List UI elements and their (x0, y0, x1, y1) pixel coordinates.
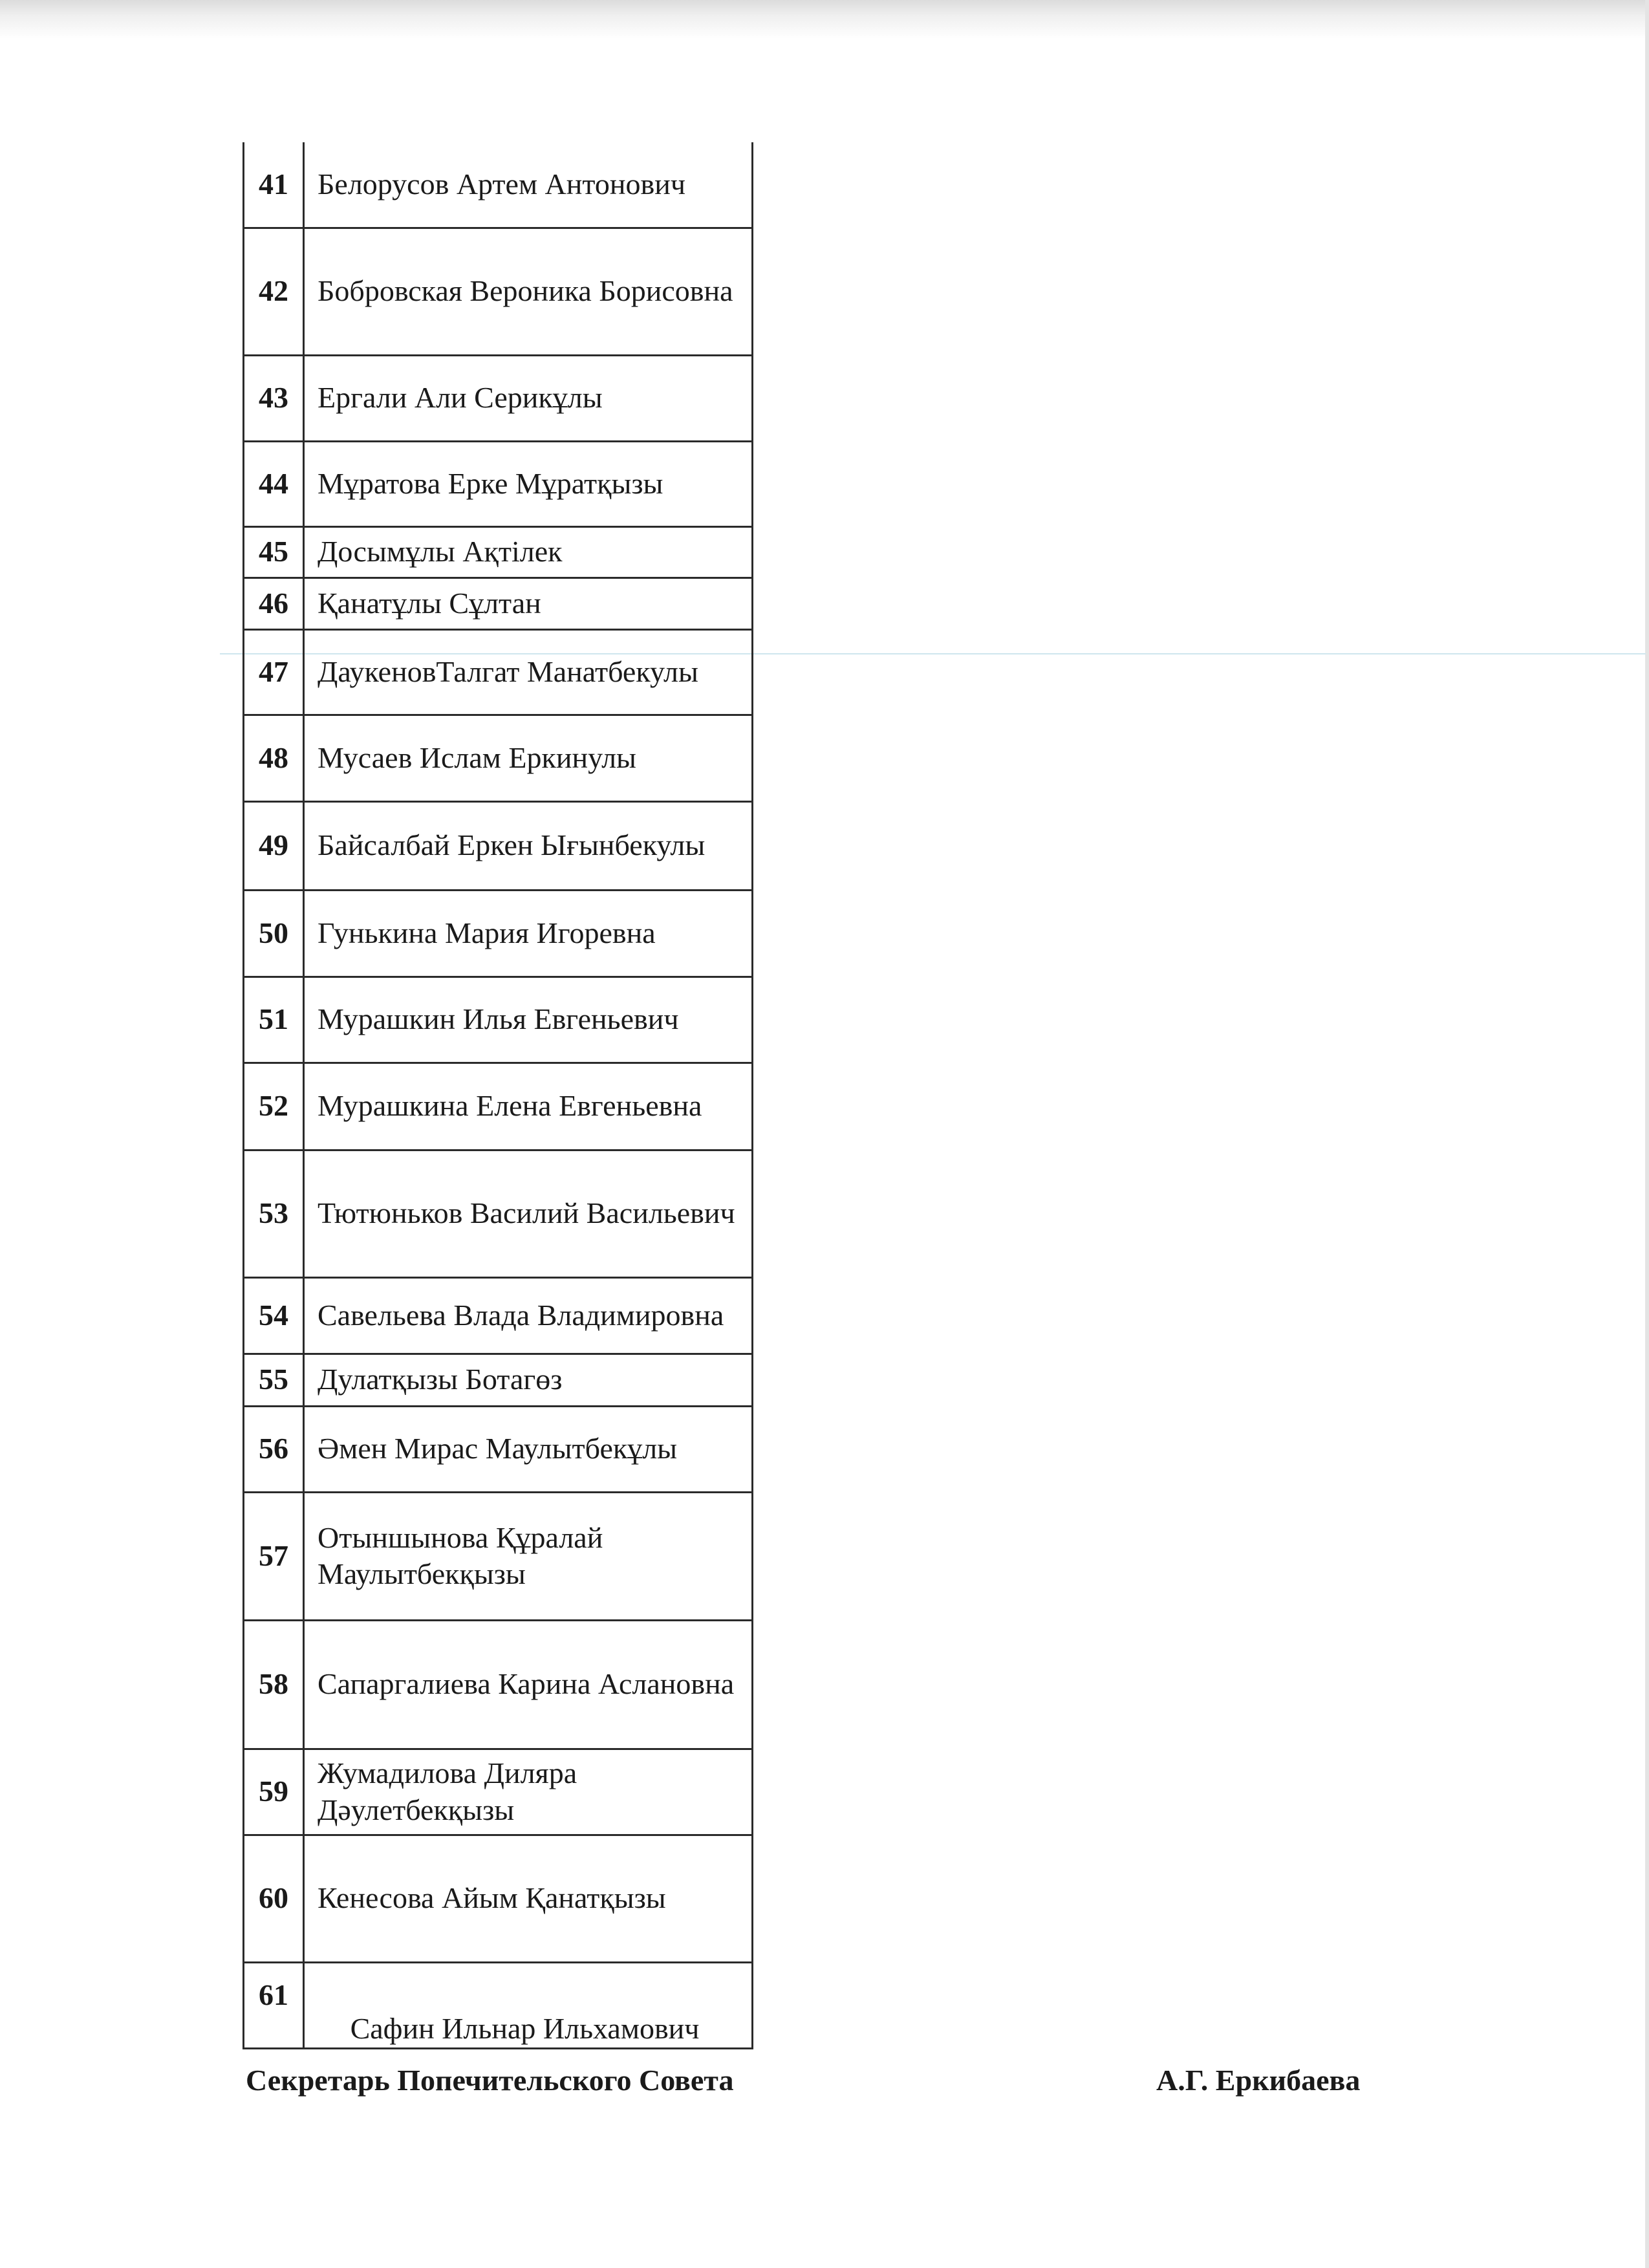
member-name: Тютюньков Василий Васильевич (304, 1150, 753, 1277)
member-name: Гунькина Мария Игоревна (304, 890, 753, 977)
table-row (244, 1150, 753, 1277)
member-name: Сафин Ильнар Ильхамович (304, 1962, 753, 2048)
row-number: 45 (244, 526, 304, 578)
member-name: Мусаев Ислам Еркинулы (304, 715, 753, 801)
row-number: 55 (244, 1354, 304, 1406)
row-number: 60 (244, 1835, 304, 1962)
row-number: 54 (244, 1277, 304, 1354)
table-row (244, 1354, 753, 1406)
signatory-position: Секретарь Попечительского Совета (246, 2064, 734, 2097)
row-number: 41 (244, 142, 304, 228)
member-name: Бобровская Вероника Борисовна (304, 228, 753, 355)
member-name: Ергали Али Серикұлы (304, 355, 753, 441)
member-name: ДаукеновТалгат Манатбекулы (304, 629, 753, 715)
table-row (244, 1962, 753, 2048)
table-row (244, 629, 753, 715)
row-number: 53 (244, 1150, 304, 1277)
member-name: Мурашкина Елена Евгеньевна (304, 1063, 753, 1150)
member-name: Қанатұлы Сұлтан (304, 578, 753, 629)
table-row (244, 1492, 753, 1620)
signatory-name: А.Г. Еркибаева (1156, 2064, 1361, 2097)
row-number: 49 (244, 801, 304, 890)
member-name: Мұратова Ерке Мұратқызы (304, 441, 753, 526)
table-row (244, 977, 753, 1063)
table-row (244, 355, 753, 441)
row-number: 51 (244, 977, 304, 1063)
row-number: 52 (244, 1063, 304, 1150)
row-number: 43 (244, 355, 304, 441)
table-row (244, 1835, 753, 1962)
table-row (244, 715, 753, 801)
table-row (244, 890, 753, 977)
row-number: 47 (244, 629, 304, 715)
member-name: Байсалбай Еркен Ығынбекулы (304, 801, 753, 890)
table-row (244, 1406, 753, 1492)
table-row (244, 801, 753, 890)
table-row (244, 228, 753, 355)
table-row (244, 526, 753, 578)
row-number: 44 (244, 441, 304, 526)
members-table (242, 142, 753, 2049)
table-row (244, 142, 753, 228)
member-name: Мурашкин Илья Евгеньевич (304, 977, 753, 1063)
member-name: Дулатқызы Ботагөз (304, 1354, 753, 1406)
row-number: 48 (244, 715, 304, 801)
row-number: 58 (244, 1620, 304, 1749)
scan-shadow-right (1645, 0, 1649, 2268)
row-number: 42 (244, 228, 304, 355)
row-number: 56 (244, 1406, 304, 1492)
table-row (244, 578, 753, 629)
member-name: Жумадилова Диляра Дәулетбекқызы (304, 1749, 753, 1835)
table-row (244, 1749, 753, 1835)
row-number: 46 (244, 578, 304, 629)
member-name: Әмен Мирас Маулытбекұлы (304, 1406, 753, 1492)
member-name: Кенесова Айым Қанатқызы (304, 1835, 753, 1962)
row-number: 59 (244, 1749, 304, 1835)
table-row (244, 1620, 753, 1749)
row-number: 61 (244, 1962, 304, 2048)
member-name: Отыншынова Құралай Маулытбекқызы (304, 1492, 753, 1620)
row-number: 57 (244, 1492, 304, 1620)
table-row (244, 1277, 753, 1354)
row-number: 50 (244, 890, 304, 977)
table-row (244, 441, 753, 526)
scan-shadow-top (0, 0, 1649, 39)
member-name: Досымұлы Ақтілек (304, 526, 753, 578)
member-name: Сапаргалиева Карина Аслановна (304, 1620, 753, 1749)
member-name: Савельева Влада Владимировна (304, 1277, 753, 1354)
table-row (244, 1063, 753, 1150)
member-name: Белорусов Артем Антонович (304, 142, 753, 228)
